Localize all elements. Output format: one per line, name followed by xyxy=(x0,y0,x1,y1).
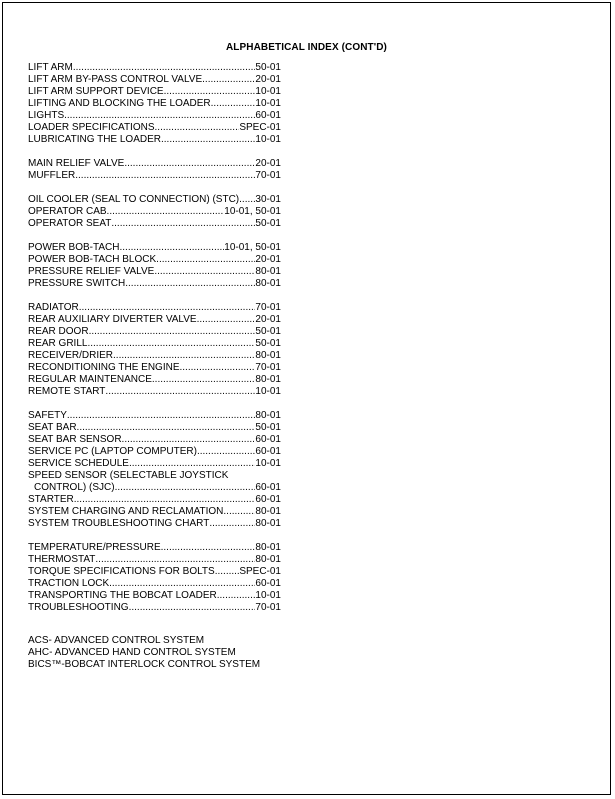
dot-leader xyxy=(74,494,256,506)
index-entry xyxy=(28,194,281,206)
index-entry-label: SAFETY xyxy=(28,410,67,421)
dot-leader xyxy=(107,206,225,218)
index-entry-label: MUFFLER xyxy=(28,170,76,181)
dot-leader xyxy=(211,98,256,110)
index-entry-label: LOADER SPECIFICATIONS xyxy=(28,122,155,133)
index-entry-label: SEAT BAR SENSOR xyxy=(28,434,122,445)
index-entry-page: 80-01 xyxy=(255,542,281,553)
index-entry-label: LUBRICATING THE LOADER xyxy=(28,134,161,145)
index-entry-page: SPEC-01 xyxy=(239,122,281,133)
index-entry-label: LIFTING AND BLOCKING THE LOADER xyxy=(28,98,211,109)
index-entry-label: CONTROL) (SJC) xyxy=(34,482,115,493)
index-entry-label: REAR DOOR xyxy=(28,326,89,337)
index-entry xyxy=(28,554,281,566)
index-entry xyxy=(28,446,281,458)
dot-leader xyxy=(109,578,255,590)
index-entry-label: PRESSURE RELIEF VALVE xyxy=(28,266,155,277)
index-entry-label: LIGHTS xyxy=(28,110,65,121)
index-entry-page: 80-01 xyxy=(255,374,281,385)
index-entry-page: 60-01 xyxy=(255,434,281,445)
index-entry-label: TORQUE SPECIFICATIONS FOR BOLTS xyxy=(28,566,215,577)
dot-leader xyxy=(125,278,255,290)
index-entry xyxy=(28,494,281,506)
index-entry-label: POWER BOB-TACH BLOCK xyxy=(28,254,157,265)
index-entry-page: 50-01 xyxy=(255,62,281,73)
index-entry-label: STARTER xyxy=(28,494,74,505)
index-entry-page: 10-01 xyxy=(255,458,281,469)
index-entry-label: SPEED SENSOR (SELECTABLE JOYSTICK xyxy=(28,470,229,481)
index-entry-page: 60-01 xyxy=(255,446,281,457)
dot-leader xyxy=(197,314,256,326)
dot-leader xyxy=(197,446,255,458)
dot-leader xyxy=(113,350,255,362)
dot-leader xyxy=(119,242,224,254)
dot-leader xyxy=(67,410,256,422)
index-entry-page: SPEC-01 xyxy=(239,566,281,577)
index-entry-label: SERVICE SCHEDULE xyxy=(28,458,129,469)
index-entry-page: 70-01 xyxy=(255,602,281,613)
index-entry xyxy=(28,578,281,590)
index-entry-label: LIFT ARM xyxy=(28,62,73,73)
index-entry-page: 10-01 xyxy=(255,86,281,97)
index-entry-label: REGULAR MAINTENANCE xyxy=(28,374,152,385)
index-entry-page: 10-01, 50-01 xyxy=(224,242,281,253)
index-entry xyxy=(28,278,281,290)
index-entry-page: 20-01 xyxy=(255,314,281,325)
index-entry-page: 10-01 xyxy=(255,134,281,145)
index-entry-label: TRACTION LOCK xyxy=(28,578,110,589)
dot-leader xyxy=(180,362,256,374)
index-entry xyxy=(28,362,281,374)
index-entry-label: LIFT ARM SUPPORT DEVICE xyxy=(28,86,164,97)
dot-leader xyxy=(87,338,255,350)
dot-leader xyxy=(79,302,256,314)
index-entry-label: OPERATOR SEAT xyxy=(28,218,112,229)
index-entry-label: REAR GRILL xyxy=(28,338,88,349)
dot-leader xyxy=(75,170,255,182)
dot-leader xyxy=(156,254,255,266)
index-group xyxy=(28,158,281,182)
index-entry-page: 10-01 xyxy=(255,590,281,601)
index-group xyxy=(28,194,281,230)
index-entry xyxy=(28,470,281,482)
index-entry-label: MAIN RELIEF VALVE xyxy=(28,158,125,169)
index-entry-label: TROUBLESHOOTING xyxy=(28,602,129,613)
index-entry xyxy=(28,302,281,314)
index-entry xyxy=(28,386,281,398)
index-entry-page: 80-01 xyxy=(255,266,281,277)
index-entry-page: 70-01 xyxy=(255,170,281,181)
index-entry-page: 80-01 xyxy=(255,278,281,289)
dot-leader xyxy=(73,62,256,74)
index-entry xyxy=(28,170,281,182)
index-entry-page: 80-01 xyxy=(255,410,281,421)
index-entry-page: 50-01 xyxy=(255,326,281,337)
index-entry xyxy=(28,542,281,554)
index-group xyxy=(28,62,281,146)
index-entry xyxy=(28,242,281,254)
index-entry-label: TRANSPORTING THE BOBCAT LOADER xyxy=(28,590,217,601)
dot-leader xyxy=(129,458,255,470)
index-entry-label: RADIATOR xyxy=(28,302,79,313)
index-entry-label: RECONDITIONING THE ENGINE xyxy=(28,362,180,373)
index-group xyxy=(28,242,281,290)
dot-leader xyxy=(77,422,256,434)
index-entry-page: 80-01 xyxy=(255,350,281,361)
index-entry-label: OPERATOR CAB xyxy=(28,206,107,217)
index-entry xyxy=(28,518,281,530)
index-entry xyxy=(28,326,281,338)
index-entry xyxy=(28,338,281,350)
index-entry xyxy=(28,410,281,422)
index-entry-page: 60-01 xyxy=(255,482,281,493)
index-entry-label: RECEIVER/DRIER xyxy=(28,350,114,361)
index-entry xyxy=(28,482,281,494)
index-entry xyxy=(28,122,281,134)
index-entry-page: 20-01 xyxy=(255,254,281,265)
index-entry xyxy=(28,86,281,98)
index-entry-page: 50-01 xyxy=(255,218,281,229)
index-entry-label: POWER BOB-TACH xyxy=(28,242,120,253)
index-entry xyxy=(28,458,281,470)
abbreviation-item: AHC- ADVANCED HAND CONTROL SYSTEM xyxy=(28,647,236,658)
index-entry-page: 80-01 xyxy=(255,518,281,529)
page-title: ALPHABETICAL INDEX (CONT'D) xyxy=(225,42,387,53)
index-entry xyxy=(28,74,281,86)
index-group xyxy=(28,410,281,530)
dot-leader xyxy=(155,122,240,134)
index-entry-label: PRESSURE SWITCH xyxy=(28,278,126,289)
alphabetical-index xyxy=(28,62,281,626)
index-entry xyxy=(28,62,281,74)
dot-leader xyxy=(239,194,255,206)
dot-leader xyxy=(209,518,255,530)
index-group xyxy=(28,542,281,614)
index-entry-page: 50-01 xyxy=(255,422,281,433)
index-entry-label: TEMPERATURE/PRESSURE xyxy=(28,542,161,553)
index-entry xyxy=(28,350,281,362)
dot-leader xyxy=(89,326,256,338)
index-entry xyxy=(28,98,281,110)
index-entry-page: 50-01 xyxy=(255,338,281,349)
index-entry-page: 80-01 xyxy=(255,554,281,565)
dot-leader xyxy=(105,386,255,398)
index-entry xyxy=(28,602,281,614)
index-entry-label: SYSTEM TROUBLESHOOTING CHART xyxy=(28,518,210,529)
dot-leader xyxy=(115,482,256,494)
dot-leader xyxy=(95,554,255,566)
dot-leader xyxy=(64,110,255,122)
index-entry xyxy=(28,158,281,170)
index-entry-label: THERMOSTAT xyxy=(28,554,96,565)
abbreviation-item: ACS- ADVANCED CONTROL SYSTEM xyxy=(28,635,205,646)
index-entry-page: 10-01 xyxy=(255,98,281,109)
index-entry xyxy=(28,266,281,278)
index-entry-page: 70-01 xyxy=(255,362,281,373)
index-entry-label: OIL COOLER (SEAL TO CONNECTION) (STC) xyxy=(28,194,240,205)
index-entry xyxy=(28,314,281,326)
index-entry xyxy=(28,374,281,386)
dot-leader xyxy=(154,266,255,278)
dot-leader xyxy=(129,602,256,614)
index-entry-label: REMOTE START xyxy=(28,386,106,397)
index-entry-label: REAR AUXILIARY DIVERTER VALVE xyxy=(28,314,197,325)
dot-leader xyxy=(161,134,255,146)
index-entry xyxy=(28,566,281,578)
index-entry xyxy=(28,434,281,446)
index-entry xyxy=(28,506,281,518)
index-entry xyxy=(28,254,281,266)
index-entry-page: 20-01 xyxy=(255,74,281,85)
index-entry xyxy=(28,206,281,218)
index-entry-page: 10-01 xyxy=(255,386,281,397)
dot-leader xyxy=(202,74,255,86)
index-entry-page: 30-01 xyxy=(255,194,281,205)
dot-leader xyxy=(122,434,256,446)
index-group xyxy=(28,302,281,398)
index-entry xyxy=(28,218,281,230)
index-entry-page: 10-01, 50-01 xyxy=(224,206,281,217)
index-entry-page: 60-01 xyxy=(255,578,281,589)
index-entry-label: SERVICE PC (LAPTOP COMPUTER) xyxy=(28,446,197,457)
dot-leader xyxy=(161,542,256,554)
index-entry-page: 70-01 xyxy=(255,302,281,313)
dot-leader xyxy=(217,590,256,602)
index-entry-page: 80-01 xyxy=(255,506,281,517)
index-entry-label: LIFT ARM BY-PASS CONTROL VALVE xyxy=(28,74,203,85)
index-entry-label: SEAT BAR xyxy=(28,422,77,433)
index-entry xyxy=(28,422,281,434)
dot-leader xyxy=(215,566,240,578)
dot-leader xyxy=(124,158,255,170)
index-entry xyxy=(28,590,281,602)
abbreviation-item: BICS™-BOBCAT INTERLOCK CONTROL SYSTEM xyxy=(28,659,261,670)
abbreviation-list xyxy=(28,635,260,671)
document-page xyxy=(2,2,611,795)
index-entry xyxy=(28,110,281,122)
dot-leader xyxy=(111,218,255,230)
index-entry-page: 60-01 xyxy=(255,494,281,505)
dot-leader xyxy=(164,86,256,98)
index-entry xyxy=(28,134,281,146)
index-entry-page: 60-01 xyxy=(255,110,281,121)
index-entry-label: SYSTEM CHARGING AND RECLAMATION xyxy=(28,506,224,517)
dot-leader xyxy=(223,506,255,518)
index-entry-page: 20-01 xyxy=(255,158,281,169)
dot-leader xyxy=(152,374,256,386)
